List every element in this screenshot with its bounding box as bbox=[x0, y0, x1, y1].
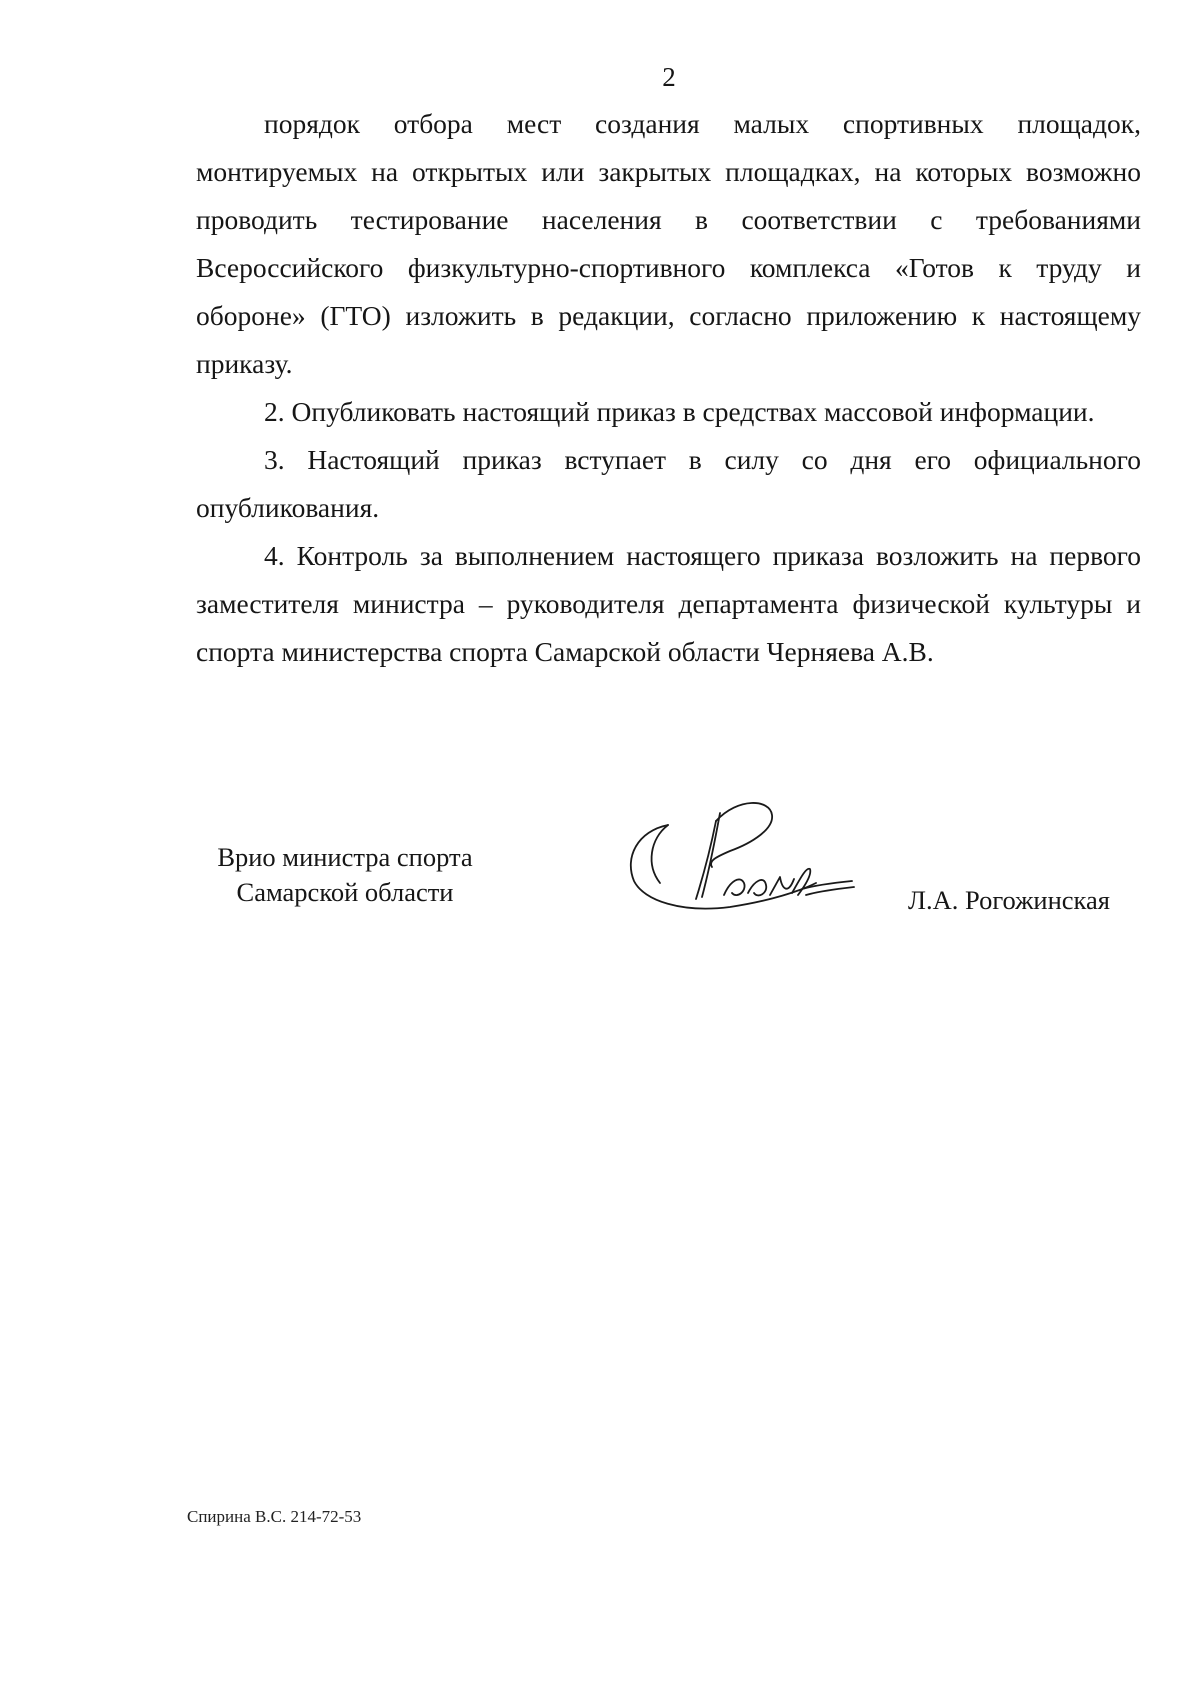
paragraph-item-4: 4. Контроль за выполнением настоящего приказа возложить на первого заместителя министра – руководителя департамента физической культуры и спорта министерства спорта Самарской области Черняева А.В. bbox=[196, 540, 1141, 667]
signer-position-line-2: Самарской области bbox=[236, 877, 454, 907]
signer-position-line-1: Врио министра спорта bbox=[217, 842, 473, 872]
executor-contact: Спирина В.С. 214-72-53 bbox=[187, 1507, 362, 1526]
paragraph-item-3: 3. Настоящий приказ вступает в силу со дня его официального опубликования. bbox=[196, 444, 1141, 523]
page-number: 2 bbox=[662, 62, 676, 92]
paragraph-procedure: порядок отбора мест создания малых спортивных площадок, монтируемых на открытых или закрытых площадках, на которых возможно проводить тестирование населения в соответствии с требованиями Всероссийского физкультурно-спортивного комплекса «Готов к труду и обороне» (ГТО) изложить в редакции, согласно приложению к настоящему приказу. bbox=[196, 108, 1141, 379]
signer-name: Л.А. Рогожинская bbox=[908, 885, 1110, 915]
document-body bbox=[196, 100, 1141, 676]
handwritten-signature bbox=[620, 795, 860, 915]
paragraph-item-2: 2. Опубликовать настоящий приказ в средствах массовой информации. bbox=[264, 396, 1095, 427]
signer-position bbox=[190, 840, 500, 910]
